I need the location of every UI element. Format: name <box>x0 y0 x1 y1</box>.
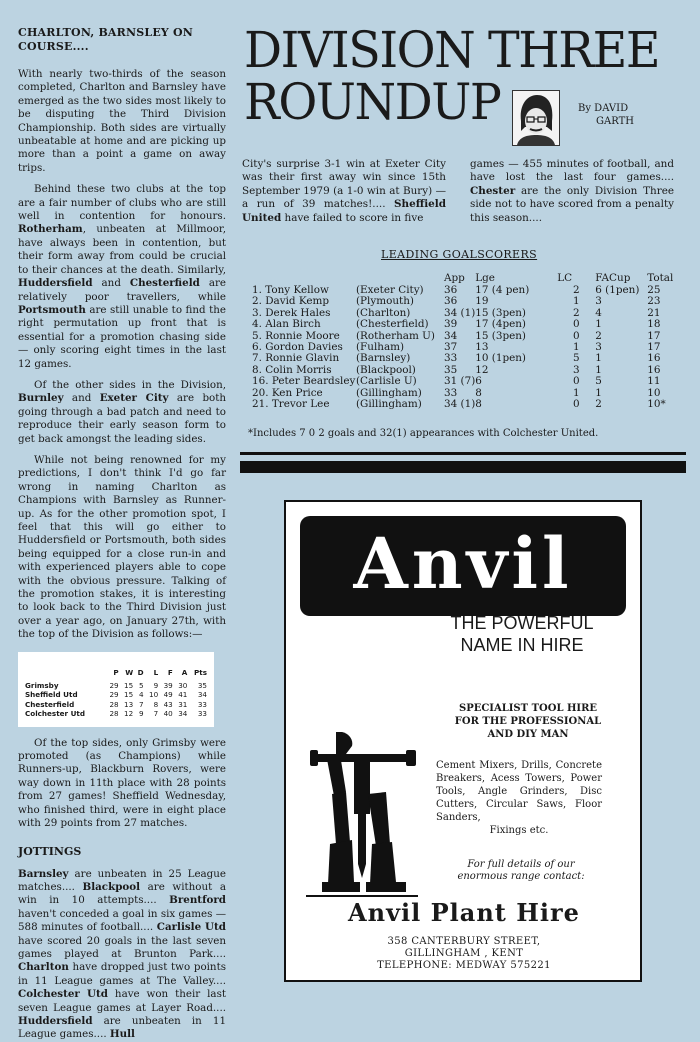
article-paragraph <box>18 68 226 175</box>
text-run: With nearly two-thirds of the season completed, Charlton and Barnsley have emerged as the two sides most likely to be disputing the Third Division Championship. Both sides are virtually unbeatable at home and are picking up more than a point a game on away trips. <box>18 68 226 174</box>
intro-column-2 <box>470 158 674 225</box>
intro-column-1 <box>242 158 446 225</box>
scorer-league: 12 <box>475 363 489 376</box>
league-team: Grimsby <box>25 680 59 690</box>
article-paragraph <box>18 183 226 371</box>
divider-thin <box>240 452 686 455</box>
author-photo <box>512 90 560 146</box>
scorer-total: 16 <box>647 363 661 376</box>
league-value: 12 <box>124 709 134 719</box>
text-run: are both going through a bad patch and need to reproduce their early season form to get back amongst the leading sides. <box>18 392 227 445</box>
ad-products-last: Fixings etc. <box>489 825 549 836</box>
scorer-lc: 1 <box>572 386 580 399</box>
text-run: haven't conceded a goal in six games — 588 minutes of football.... <box>18 907 226 934</box>
league-value: 30 <box>178 680 188 690</box>
scorers-table <box>252 272 677 410</box>
bold-name: Huddersfield <box>18 1014 93 1027</box>
scorer-name: 3. Derek Hales <box>252 306 331 319</box>
text-run: games — 455 minutes of football, and have lost the last four games.... <box>470 158 674 184</box>
byline <box>578 102 634 128</box>
ad-address <box>294 936 634 972</box>
text-run: have dropped just two points in 11 League games at The Valley.... <box>18 961 226 987</box>
scorer-facup: 4 <box>595 306 602 319</box>
scorer-club: (Barnsley) <box>356 352 411 365</box>
scorer-total: 10 <box>647 386 661 399</box>
scorer-row <box>252 399 677 410</box>
scorer-apps: 37 <box>444 341 458 354</box>
scorer-name: 21. Trevor Lee <box>252 398 330 411</box>
byline-line-1: By DAVID <box>578 103 629 114</box>
ad-details-line-1: For full details of our <box>467 859 575 870</box>
league-value: 5 <box>139 680 144 690</box>
league-value: 34 <box>197 690 207 700</box>
scorer-lc: 3 <box>572 363 580 376</box>
league-row <box>24 700 208 710</box>
ad-tagline-line-2: NAME IN HIRE <box>460 635 584 655</box>
jottings-body <box>18 868 226 1042</box>
headline-line-2: ROUNDUP <box>244 73 501 131</box>
league-value: 29 <box>109 690 119 700</box>
league-header-cell: W <box>125 667 134 677</box>
bold-name: Burnley <box>18 392 64 405</box>
scorer-facup: 2 <box>595 329 602 342</box>
league-header-cell: L <box>153 667 159 677</box>
league-header-cell: D <box>137 667 144 677</box>
ad-specialist-line-1: SPECIALIST TOOL HIRE <box>458 703 598 714</box>
league-value: 8 <box>153 699 159 709</box>
scorer-facup: 1 <box>595 386 602 399</box>
scorers-header-cell: App <box>444 272 465 284</box>
league-value: 31 <box>178 699 188 709</box>
scorer-club: (Fulham) <box>356 341 405 354</box>
scorer-total: 17 <box>647 329 661 342</box>
league-table <box>24 668 208 719</box>
bold-name: Carlisle Utd <box>156 921 226 934</box>
text-run: City's surprise 3-1 win at Exeter City was their first away win since 15th September 1979 (a 1-0 win at Bury) —a run of 39 matches!.... <box>242 158 446 211</box>
headline-line-1: DIVISION THREE <box>244 21 660 79</box>
league-header-cell: P <box>113 667 119 677</box>
scorer-club: (Charlton) <box>356 306 411 319</box>
league-value: 35 <box>197 680 207 690</box>
ad-details <box>436 859 606 883</box>
ad-address-line-2: GILLINGHAM , KENT <box>404 948 524 959</box>
text-run: are relatively poor travellers, while <box>18 277 226 303</box>
ad-tagline <box>412 612 632 656</box>
scorer-facup: 3 <box>595 341 602 354</box>
scorer-name: 8. Colin Morris <box>252 363 332 376</box>
scorer-row <box>252 319 677 330</box>
league-value: 40 <box>163 709 173 719</box>
league-team: Colchester Utd <box>25 709 85 719</box>
ad-specialist-line-2: FOR THE PROFESSIONAL <box>454 716 602 727</box>
scorer-club: (Plymouth) <box>356 295 414 308</box>
scorer-total: 16 <box>647 352 661 365</box>
scorer-apps: 34 (1) <box>444 398 476 411</box>
league-value: 10 <box>149 690 159 700</box>
scorer-facup: 1 <box>595 352 602 365</box>
scorer-apps: 36 <box>444 284 458 296</box>
article-paragraph <box>18 379 226 446</box>
scorers-header-cell: Total <box>647 272 674 284</box>
scorer-name: 16. Peter Beardsley <box>252 375 356 388</box>
scorer-apps: 33 <box>444 352 458 365</box>
ad-products <box>436 759 602 837</box>
league-value: 15 <box>124 680 134 690</box>
ad-company-name: Anvil Plant Hire <box>348 898 580 927</box>
article-paragraph <box>18 454 226 642</box>
scorer-lc: 2 <box>572 306 580 319</box>
text-run: and <box>63 392 100 405</box>
scorer-name: 7. Ronnie Glavin <box>252 352 340 365</box>
scorer-lc: 2 <box>572 284 580 296</box>
scorer-league: 6 <box>475 375 482 388</box>
anvil-logo: Anvil <box>353 522 573 605</box>
scorers-header-cell: FACup <box>595 272 631 284</box>
text-run: While not being renowned for my predictions, I don't think I'd go far wrong in naming Charlton as Champions with Barnsley as Runner-up. As for the other promotion spot, I feel that this will go either to Huddersfield or Portsmouth, both sides being equipped for a close run-in and with experienced players able to cope with the obvious pressure. Talking of the promotion stakes, it is interesting to look back to the Third Division just over a year ago, on January 27th, with the top of the Division as follows:— <box>18 453 226 641</box>
scorer-club: (Rotherham U) <box>356 329 435 342</box>
text-run: have scored 20 goals in the last seven games played at Brunton Park.... <box>18 934 226 960</box>
league-value: 15 <box>124 690 134 700</box>
scorer-club: (Chesterfield) <box>356 318 429 331</box>
league-value: 7 <box>139 699 144 709</box>
scorer-lc: 0 <box>572 329 580 342</box>
left-column <box>18 26 226 1042</box>
bold-name: Chesterfield <box>129 277 200 290</box>
scorer-league: 15 (3pen) <box>475 306 526 319</box>
scorer-apps: 35 <box>444 363 458 376</box>
scorer-apps: 34 (1) <box>444 306 476 319</box>
league-team: Chesterfield <box>25 699 75 709</box>
scorer-facup: 3 <box>595 295 602 308</box>
scorer-club: (Gillingham) <box>356 386 422 399</box>
league-value: 29 <box>109 680 119 690</box>
league-row <box>24 681 208 691</box>
text-run: are still unable to find the right permutation up front that is essential for a promotion chasing side — only scoring eight times in the last 12 games. <box>18 303 226 370</box>
scorer-name: 2. David Kemp <box>252 295 330 308</box>
ad-products-list: Cement Mixers, Drills, Concrete Breakers, Acess Towers, Power Tools, Angle Grinders, Disc Cutters, Circular Saws, Floor Sanders, <box>436 760 602 823</box>
scorer-league: 13 <box>475 341 489 354</box>
byline-line-2: GARTH <box>596 116 634 127</box>
after-table-paragraph: Of the top sides, only Grimsby were promoted (as Champions) while Runners-up, Blackburn Rovers, were way down in 11th place with 28 points from 27 games! Sheffield Wednesday, who finished third, were in eight place with 29 points from 27 matches. <box>18 736 226 830</box>
scorer-total: 18 <box>647 318 661 331</box>
ad-specialist <box>428 702 628 741</box>
scorer-club: (Carlisle U) <box>356 375 417 388</box>
bold-name: Hull <box>109 1028 135 1041</box>
jottings-heading: JOTTINGS <box>18 844 82 858</box>
scorer-facup: 2 <box>595 398 602 411</box>
scorer-club: (Exeter City) <box>356 284 424 296</box>
bold-name: Chester <box>470 184 516 197</box>
text-run: are unbeaten in 25 League matches.... <box>18 867 226 893</box>
text-run: are without a win in 10 attempts.... <box>18 880 226 907</box>
league-value: 28 <box>109 699 119 709</box>
scorer-facup: 5 <box>595 375 602 388</box>
league-value: 9 <box>153 680 159 690</box>
league-row <box>24 709 208 719</box>
league-value: 33 <box>197 699 207 709</box>
text-run: have won their last seven League games at Layer Road.... <box>18 988 226 1014</box>
league-header-cell: A <box>181 667 188 677</box>
scorer-league: 8 <box>475 398 482 411</box>
scorer-total: 17 <box>647 341 661 354</box>
scorer-apps: 33 <box>444 386 458 399</box>
scorer-name: 1. Tony Kellow <box>252 284 329 296</box>
scorer-lc: 0 <box>572 318 580 331</box>
league-value: 33 <box>197 709 207 719</box>
league-header-cell: Pts <box>194 667 207 677</box>
scorer-lc: 0 <box>572 398 580 411</box>
scorers-header-cell: Lge <box>475 272 495 284</box>
text-run: have failed to score in five <box>281 211 424 224</box>
article-body <box>18 68 226 642</box>
scorer-apps: 34 <box>444 329 458 342</box>
scorer-league: 10 (1pen) <box>475 352 526 365</box>
ad-specialist-line-3: AND DIY MAN <box>487 729 569 740</box>
league-table-box <box>18 652 214 727</box>
scorer-row <box>252 376 677 387</box>
scorer-lc: 1 <box>572 295 580 308</box>
scorer-club: (Gillingham) <box>356 398 422 411</box>
scorer-name: 6. Gordon Davies <box>252 341 343 354</box>
league-value: 39 <box>163 680 173 690</box>
scorers-footnote: *Includes 7 0 2 goals and 32(1) appearances with Colchester United. <box>248 428 599 439</box>
league-value: 34 <box>178 709 188 719</box>
scorer-total: 21 <box>647 306 661 319</box>
scorer-name: 4. Alan Birch <box>252 318 321 331</box>
ad-tagline-line-1: THE POWERFUL <box>450 613 594 633</box>
bold-name: Rotherham <box>18 223 83 236</box>
ad-address-line-3: TELEPHONE: MEDWAY 575221 <box>377 960 551 971</box>
bold-name: Portsmouth <box>18 303 86 316</box>
league-team: Sheffield Utd <box>25 690 78 700</box>
bold-name: Blackpool <box>82 880 141 893</box>
scorer-league: 15 (3pen) <box>475 329 526 342</box>
league-value: 28 <box>109 709 119 719</box>
bold-name: Barnsley <box>18 867 69 880</box>
text-run: are the only Division Three side not to have scored from a penalty this season.... <box>470 184 674 224</box>
anvil-logo-banner <box>300 516 626 616</box>
league-value: 49 <box>163 690 173 700</box>
text-run: and <box>92 277 130 290</box>
author-portrait-icon <box>513 91 559 145</box>
scorer-facup: 1 <box>595 318 602 331</box>
league-value: 43 <box>163 699 173 709</box>
ad-address-line-1: 358 CANTERBURY STREET, <box>387 936 541 947</box>
league-value: 7 <box>153 709 159 719</box>
scorers-header-cell: LC <box>557 272 573 284</box>
article-kicker: CHARLTON, BARNSLEY ON COURSE.... <box>18 26 194 53</box>
scorer-league: 8 <box>475 386 482 399</box>
scorer-lc: 0 <box>572 375 580 388</box>
divider-thick <box>240 461 686 473</box>
scorer-club: (Blackpool) <box>356 363 416 376</box>
scorers-heading: LEADING GOALSCORERS <box>381 248 538 261</box>
text-run: are unbeaten in 11 League games.... <box>18 1014 226 1041</box>
jackhammer-worker-icon <box>306 732 418 900</box>
league-header-cell: F <box>167 667 173 677</box>
bold-name: Colchester Utd <box>18 988 108 1001</box>
ad-details-line-2: enormous range contact: <box>457 871 585 882</box>
scorer-lc: 1 <box>572 341 580 354</box>
scorer-apps: 36 <box>444 295 458 308</box>
league-value: 4 <box>139 690 144 700</box>
scorer-facup: 1 <box>595 363 602 376</box>
league-value: 41 <box>178 690 188 700</box>
text-run: Of the other sides in the Division, <box>34 378 226 391</box>
scorer-name: 5. Ronnie Moore <box>252 329 340 342</box>
anvil-advert <box>284 500 642 982</box>
scorer-league: 17 (4pen) <box>475 318 526 331</box>
league-value: 9 <box>139 709 144 719</box>
scorer-total: 11 <box>647 375 661 388</box>
scorer-total: 25 <box>647 284 661 296</box>
scorer-total: 10* <box>647 398 666 411</box>
bold-name: Brentford <box>169 894 226 907</box>
scorer-name: 20. Ken Price <box>252 386 323 399</box>
text-run: Behind these two clubs at the top are a fair number of clubs who are still well in contention for honours. <box>18 183 226 223</box>
bold-name: Exeter City <box>99 392 169 405</box>
bold-name: Charlton <box>18 961 69 974</box>
bold-name: Huddersfield <box>18 277 93 290</box>
league-header-cell <box>24 668 105 681</box>
scorer-total: 23 <box>647 295 661 308</box>
scorer-league: 19 <box>475 295 489 308</box>
scorer-facup: 6 (1pen) <box>595 284 640 296</box>
scorer-league: 17 (4 pen) <box>475 284 530 296</box>
scorer-apps: 39 <box>444 318 458 331</box>
scorer-apps: 31 (7) <box>444 375 476 388</box>
scorer-lc: 5 <box>572 352 580 365</box>
bold-name: Sheffield United <box>242 198 446 224</box>
league-row <box>24 690 208 700</box>
league-value: 13 <box>124 699 134 709</box>
text-run: , unbeaten at Millmoor, have always been in contention, but their form away from could be crucial to their chances at the death. Similarly, <box>18 223 226 276</box>
